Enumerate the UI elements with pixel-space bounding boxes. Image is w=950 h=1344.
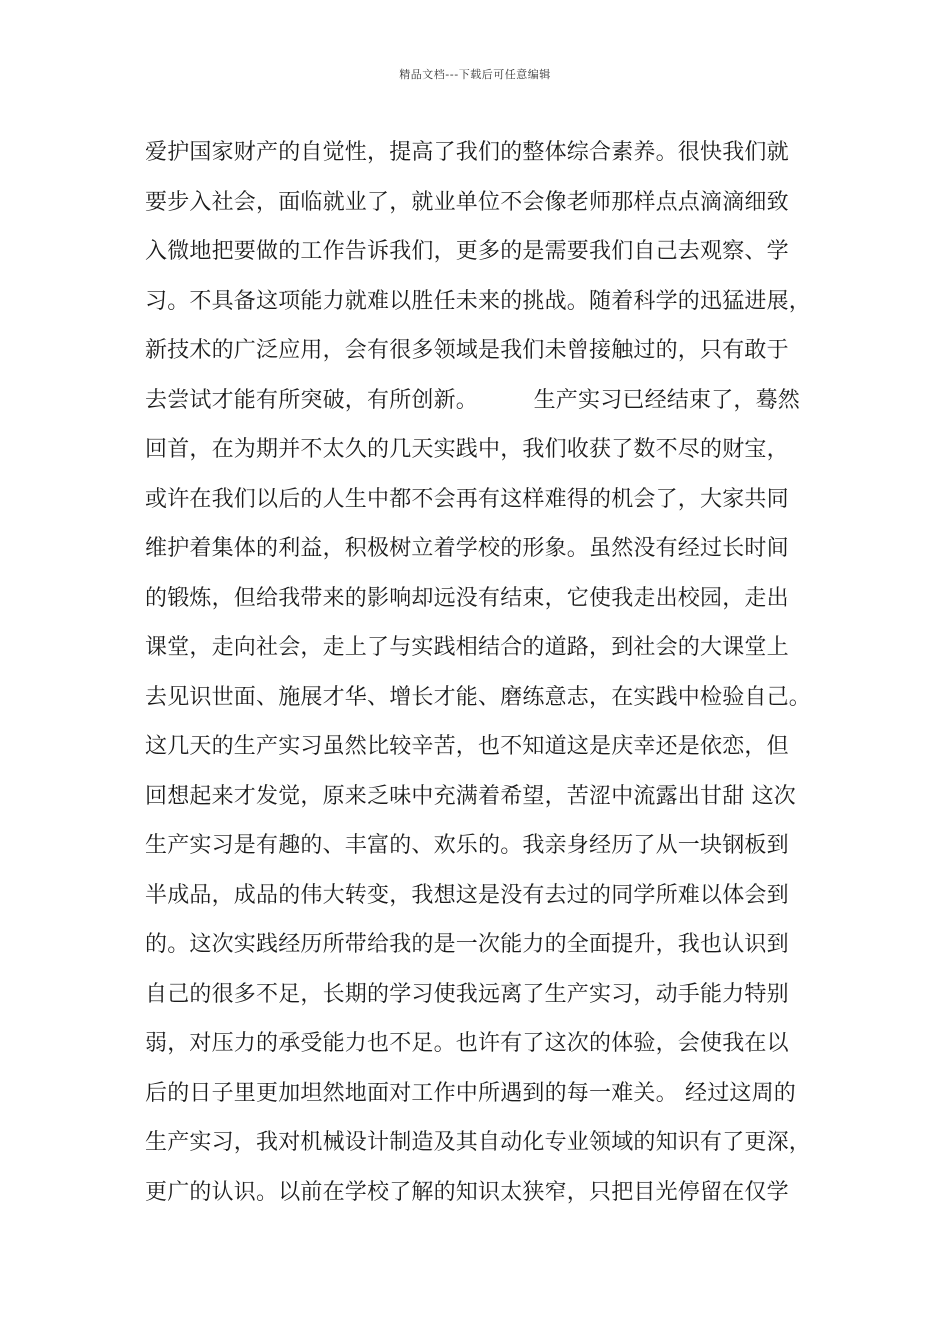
text-line: 要步入社会，面临就业了，就业单位不会像老师那样点点滴滴细致 — [145, 189, 789, 215]
text-line: 半成品，成品的伟大转变，我想这是没有去过的同学所难以体会到 — [145, 882, 789, 908]
body-text — [145, 128, 835, 1217]
text-line: 更广的认识。以前在学校了解的知识太狭窄，只把目光停留在仅学 — [145, 1179, 789, 1205]
text-line: 回首，在为期并不太久的几天实践中，我们收获了数不尽的财宝， — [145, 437, 789, 462]
text-line: 的锻炼，但给我带来的影响却远没有结束，它使我走出校园，走出 — [145, 585, 789, 611]
text-line: 去尝试才能有所突破，有所创新。 生产实习已经结束了，蓦然 — [145, 387, 801, 413]
text-line: 爱护国家财产的自觉性，提高了我们的整体综合素养。很快我们就 — [145, 140, 789, 165]
text-line: 去见识世面、施展才华、增长才能、磨练意志，在实践中检验自己。 — [145, 684, 812, 710]
text-line: 这几天的生产实习虽然比较辛苦，也不知道这是庆幸还是依恋，但 — [145, 734, 789, 759]
text-line: 生产实习，我对机械设计制造及其自动化专业领域的知识有了更深， — [145, 1130, 812, 1155]
page-header: 精品文档---下载后可任意编辑 — [399, 68, 551, 81]
text-line: 习。不具备这项能力就难以胜任未来的挑战。随着科学的迅猛进展， — [145, 288, 812, 314]
text-line: 回想起来才发觉，原来乏味中充满着希望，苦涩中流露出甘甜 这次 — [145, 783, 796, 809]
text-line: 新技术的广泛应用，会有很多领域是我们未曾接触过的，只有敢于 — [145, 338, 789, 363]
text-line: 弱，对压力的承受能力也不足。也许有了这次的体验，会使我在以 — [145, 1031, 789, 1056]
text-line: 的。这次实践经历所带给我的是一次能力的全面提升，我也认识到 — [145, 932, 789, 957]
text-line: 课堂，走向社会，走上了与实践相结合的道路，到社会的大课堂上 — [145, 635, 789, 660]
text-line: 生产实习是有趣的、丰富的、欢乐的。我亲身经历了从一块钢板到 — [145, 833, 789, 858]
text-line: 维护着集体的利益，积极树立着学校的形象。虽然没有经过长时间 — [145, 536, 789, 561]
text-line: 入微地把要做的工作告诉我们，更多的是需要我们自己去观察、学 — [145, 239, 789, 264]
text-line: 自己的很多不足，长期的学习使我远离了生产实习，动手能力特别 — [145, 981, 789, 1007]
text-line: 后的日子里更加坦然地面对工作中所遇到的每一难关。 经过这周的 — [145, 1080, 796, 1106]
text-line: 或许在我们以后的人生中都不会再有这样难得的机会了，大家共同 — [145, 486, 789, 512]
